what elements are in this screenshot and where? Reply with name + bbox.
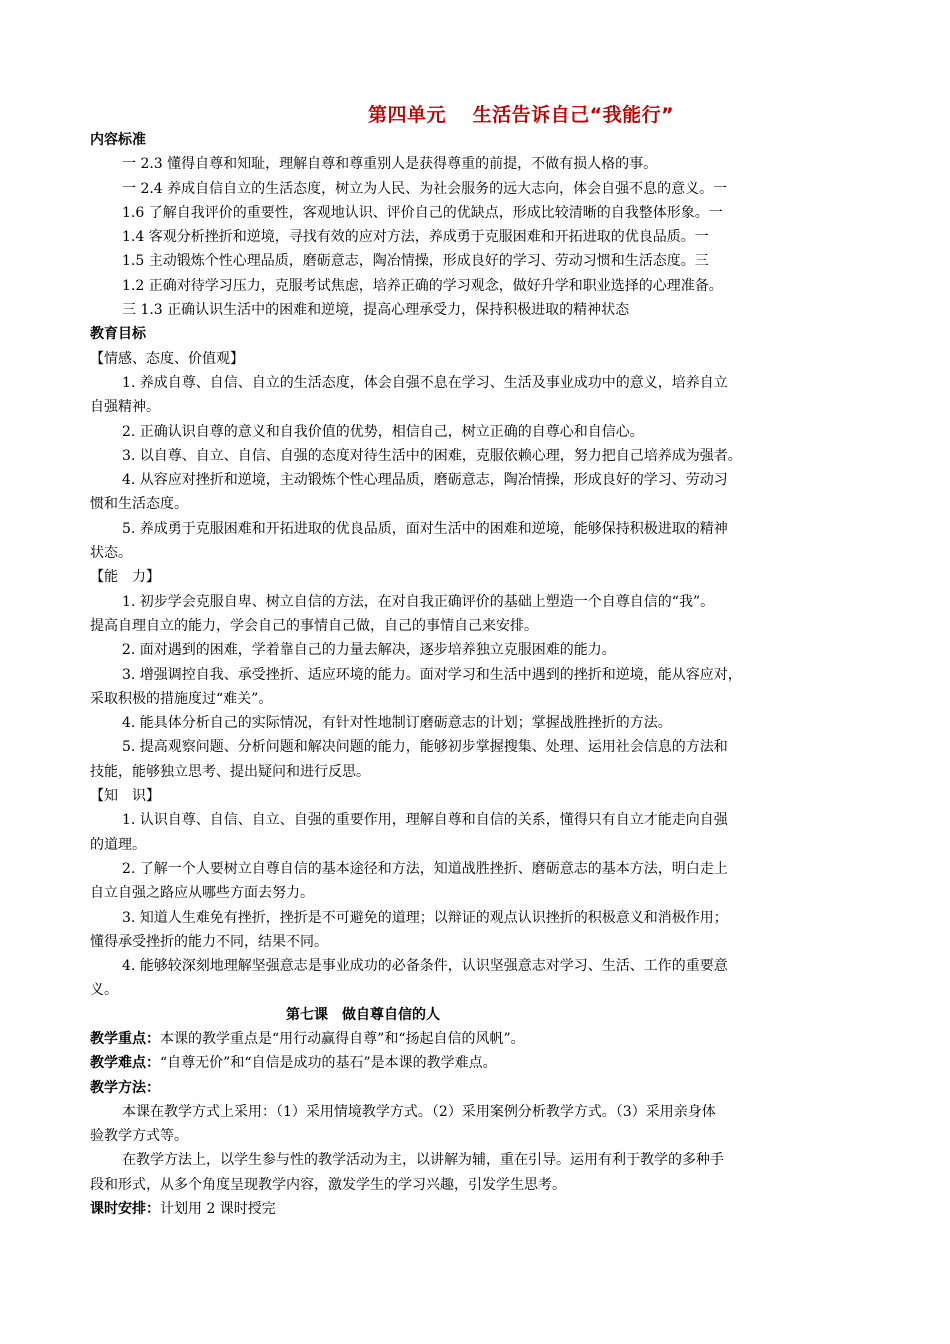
- knowledge-line: 的道理。: [90, 836, 146, 853]
- ability-line: 技能，能够独立思考、提出疑问和进行反思。: [90, 763, 370, 780]
- schedule-label: 课时安排：: [90, 1201, 160, 1218]
- ability-line: 3. 增强调控自我、承受挫折、适应环境的能力。面对学习和生活中遇到的挫折和逆境，能从容应对，: [122, 666, 742, 683]
- emotion-line: 1. 养成自尊、自信、自立的生活态度，体会自强不息在学习、生活及事业成功中的意义，培养自立: [122, 374, 728, 391]
- knowledge-line: 1. 认识自尊、自信、自立、自强的重要作用，理解自尊和自信的关系，懂得只有自立才能走向自强: [122, 812, 728, 829]
- emotion-line: 自强精神。: [90, 399, 160, 416]
- knowledge-line: 4. 能够较深刻地理解坚强意志是事业成功的必备条件，认识坚强意志对学习、生活、工作的重要意: [122, 958, 728, 975]
- standards-line: 一 2.4 养成自信自立的生活态度，树立为人民、为社会服务的远大志向，体会自强不息的意义。一: [122, 180, 728, 197]
- method-line: 本课在教学方式上采用：（1）采用情境教学方式。（2）采用案例分析教学方式。（3）采用亲身体: [122, 1103, 716, 1120]
- method-label: 教学方法：: [90, 1079, 160, 1096]
- key-point-row: [90, 1027, 870, 1051]
- schedule-row: [90, 1197, 870, 1221]
- standards-line: 1.5 主动锻炼个性心理品质，磨砺意志，陶冶情操，形成良好的学习、劳动习惯和生活态度。三: [122, 253, 709, 270]
- schedule-text: 计划用 2 课时授完: [160, 1201, 276, 1218]
- lesson-title: 第七课 做自尊自信的人: [286, 1006, 440, 1023]
- emotion-line: 状态。: [90, 545, 132, 562]
- knowledge-line: 懂得承受挫折的能力不同，结果不同。: [90, 933, 328, 950]
- knowledge-label: 【知 识】: [90, 788, 160, 805]
- difficulty-label: 教学难点：: [90, 1055, 160, 1072]
- standards-line: 1.2 正确对待学习压力，克服考试焦虑，培养正确的学习观念，做好升学和职业选择的心理准备。: [122, 277, 723, 294]
- ability-line: 提高自理自立的能力，学会自己的事情自己做，自己的事情自己来安排。: [90, 617, 538, 634]
- standards-line: 1.6 了解自我评价的重要性，客观地认识、评价自己的优缺点，形成比较清晰的自我整体形象。一: [122, 204, 723, 221]
- ability-line: 1. 初步学会克服自卑、树立自信的方法，在对自我正确评价的基础上塑造一个自尊自信的“我”。: [122, 593, 715, 610]
- key-point-label: 教学重点：: [90, 1030, 160, 1047]
- emotion-line: 4. 从容应对挫折和逆境，主动锻炼个性心理品质，磨砺意志，陶冶情操，形成良好的学习、劳动习: [122, 472, 728, 489]
- method-line: 验教学方式等。: [90, 1128, 188, 1145]
- difficulty-row: [90, 1051, 870, 1075]
- difficulty-text: “自尊无价”和“自信是成功的基石”是本课的教学难点。: [160, 1055, 497, 1072]
- ability-line: 2. 面对遇到的困难，学着靠自己的力量去解决，逐步培养独立克服困难的能力。: [122, 642, 616, 659]
- ability-label: 【能 力】: [90, 569, 160, 586]
- knowledge-line: 义。: [90, 982, 118, 999]
- ability-line: 4. 能具体分析自己的实际情况，有针对性地制订磨砺意志的计划；掌握战胜挫折的方法。: [122, 715, 672, 732]
- unit-title: 第四单元 生活告诉自己“我能行”: [368, 104, 675, 126]
- standards-heading: 内容标准: [90, 132, 146, 148]
- emotion-line: 惯和生活态度。: [90, 496, 188, 513]
- ability-line: 5. 提高观察问题、分析问题和解决问题的能力，能够初步掌握搜集、处理、运用社会信息的方法和: [122, 739, 728, 756]
- knowledge-line: 2. 了解一个人要树立自尊自信的基本途径和方法，知道战胜挫折、磨砺意志的基本方法，明白走上: [122, 860, 728, 877]
- key-point-text: 本课的教学重点是“用行动赢得自尊”和“扬起自信的风帆”。: [160, 1030, 525, 1047]
- standards-line: 三 1.3 正确认识生活中的困难和逆境，提高心理承受力，保持积极进取的精神状态: [122, 302, 630, 319]
- emotion-line: 3. 以自尊、自立、自信、自强的态度对待生活中的困难，克服依赖心理，努力把自己培养成为强者。: [122, 447, 742, 464]
- standards-line: 1.4 客观分析挫折和逆境，寻找有效的应对方法，养成勇于克服困难和开拓进取的优良品质。一: [122, 229, 709, 246]
- knowledge-line: 自立自强之路应从哪些方面去努力。: [90, 885, 314, 902]
- ability-line: 采取积极的措施度过“难关”。: [90, 690, 273, 707]
- emotion-line: 5. 养成勇于克服困难和开拓进取的优良品质，面对生活中的困难和逆境，能够保持积极进取的精神: [122, 520, 728, 537]
- emotion-line: 2. 正确认识自尊的意义和自我价值的优势，相信自己，树立正确的自尊心和自信心。: [122, 423, 644, 440]
- standards-line: 一 2.3 懂得自尊和知耻，理解自尊和尊重别人是获得尊重的前提，不做有损人格的事。: [122, 156, 658, 173]
- method-line: 在教学方法上，以学生参与性的教学活动为主，以讲解为辅，重在引导。运用有利于教学的多种手: [122, 1152, 724, 1169]
- knowledge-line: 3. 知道人生难免有挫折，挫折是不可避免的道理；以辩证的观点认识挫折的积极意义和消极作用；: [122, 909, 728, 926]
- goals-heading: 教育目标: [90, 326, 146, 343]
- method-line: 段和形式，从多个角度呈现教学内容，激发学生的学习兴趣，引发学生思考。: [90, 1176, 566, 1193]
- emotion-label: 【情感、态度、价值观】: [90, 350, 244, 367]
- document-body: [90, 128, 870, 1221]
